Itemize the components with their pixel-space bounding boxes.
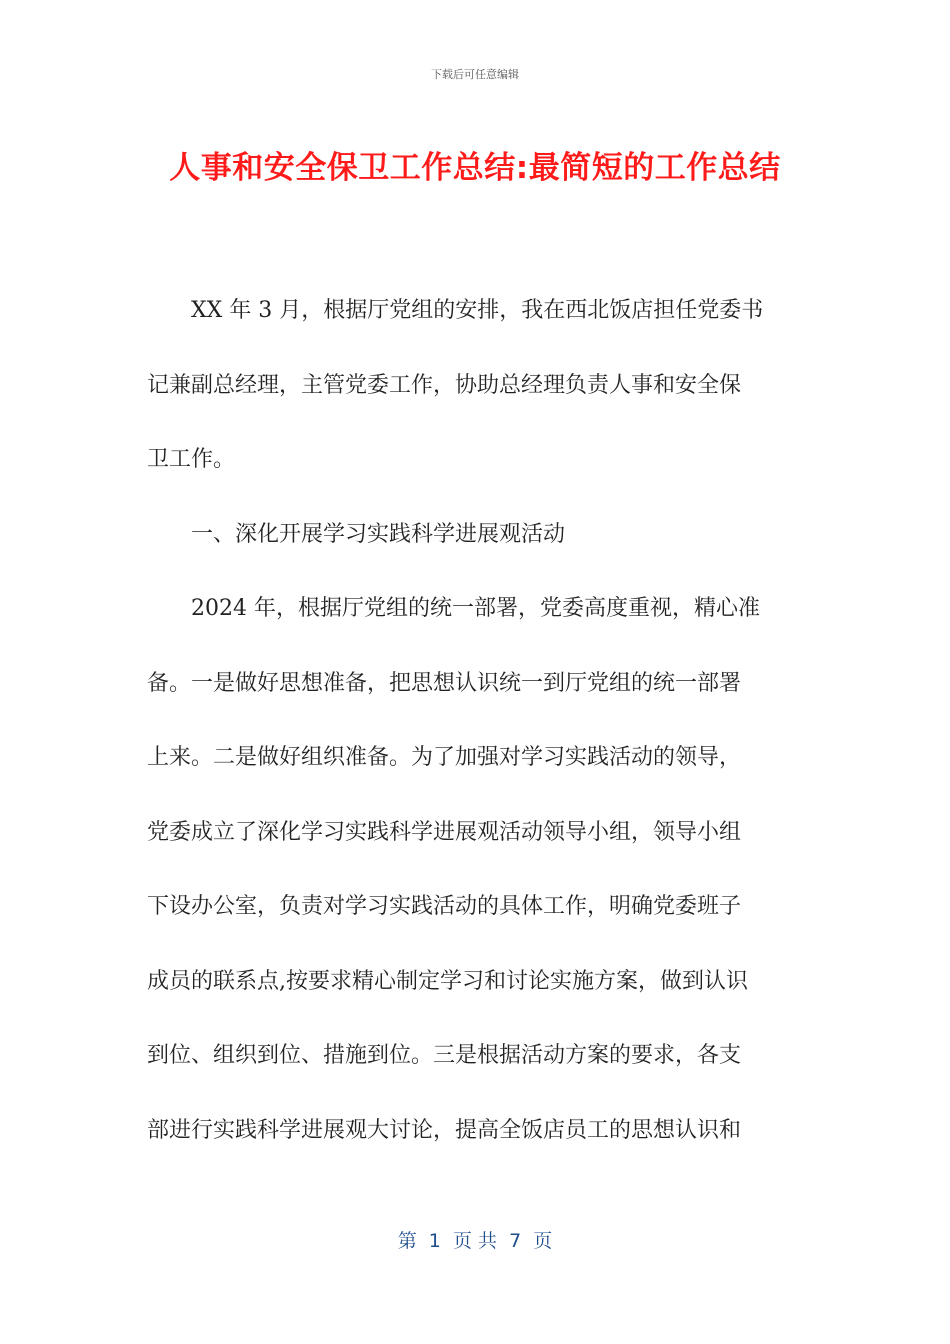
section-heading: 一、深化开展学习实践科学进展观活动: [191, 521, 566, 547]
header-note: 下载后可任意编辑: [431, 68, 519, 81]
document-body: [147, 274, 807, 1168]
paragraph-line: 上来。二是做好组织准备。为了加强对学习实践活动的领导，: [147, 745, 742, 770]
paragraph-line: 成员的联系点,按要求精心制定学习和讨论实施方案，做到认识: [147, 968, 748, 994]
paragraph-line: 卫工作。: [147, 447, 236, 472]
paragraph-line: 记兼副总经理，主管党委工作，协助总经理负责人事和安全保: [147, 372, 742, 398]
paragraph-line: XX 年 3 月，根据厅党组的安排，我在西北饭店担任党委书: [191, 298, 764, 323]
paragraph-line: 备。一是做好思想准备，把思想认识统一到厅党组的统一部署: [147, 670, 742, 696]
paragraph-line: 2024 年，根据厅党组的统一部署，党委高度重视，精心准: [191, 596, 760, 621]
paragraph-line: 党委成立了深化学习实践科学进展观活动领导小组，领导小组: [147, 819, 742, 845]
paragraph-line: 部进行实践科学进展观大讨论，提高全饭店员工的思想认识和: [147, 1117, 742, 1143]
page-number-footer: 第 1 页 共 7 页: [397, 1230, 553, 1252]
document-title: 人事和安全保卫工作总结:最简短的工作总结: [169, 150, 781, 186]
paragraph-line: 到位、组织到位、措施到位。三是根据活动方案的要求，各支: [147, 1043, 742, 1068]
paragraph-line: 下设办公室，负责对学习实践活动的具体工作，明确党委班子: [147, 894, 742, 919]
